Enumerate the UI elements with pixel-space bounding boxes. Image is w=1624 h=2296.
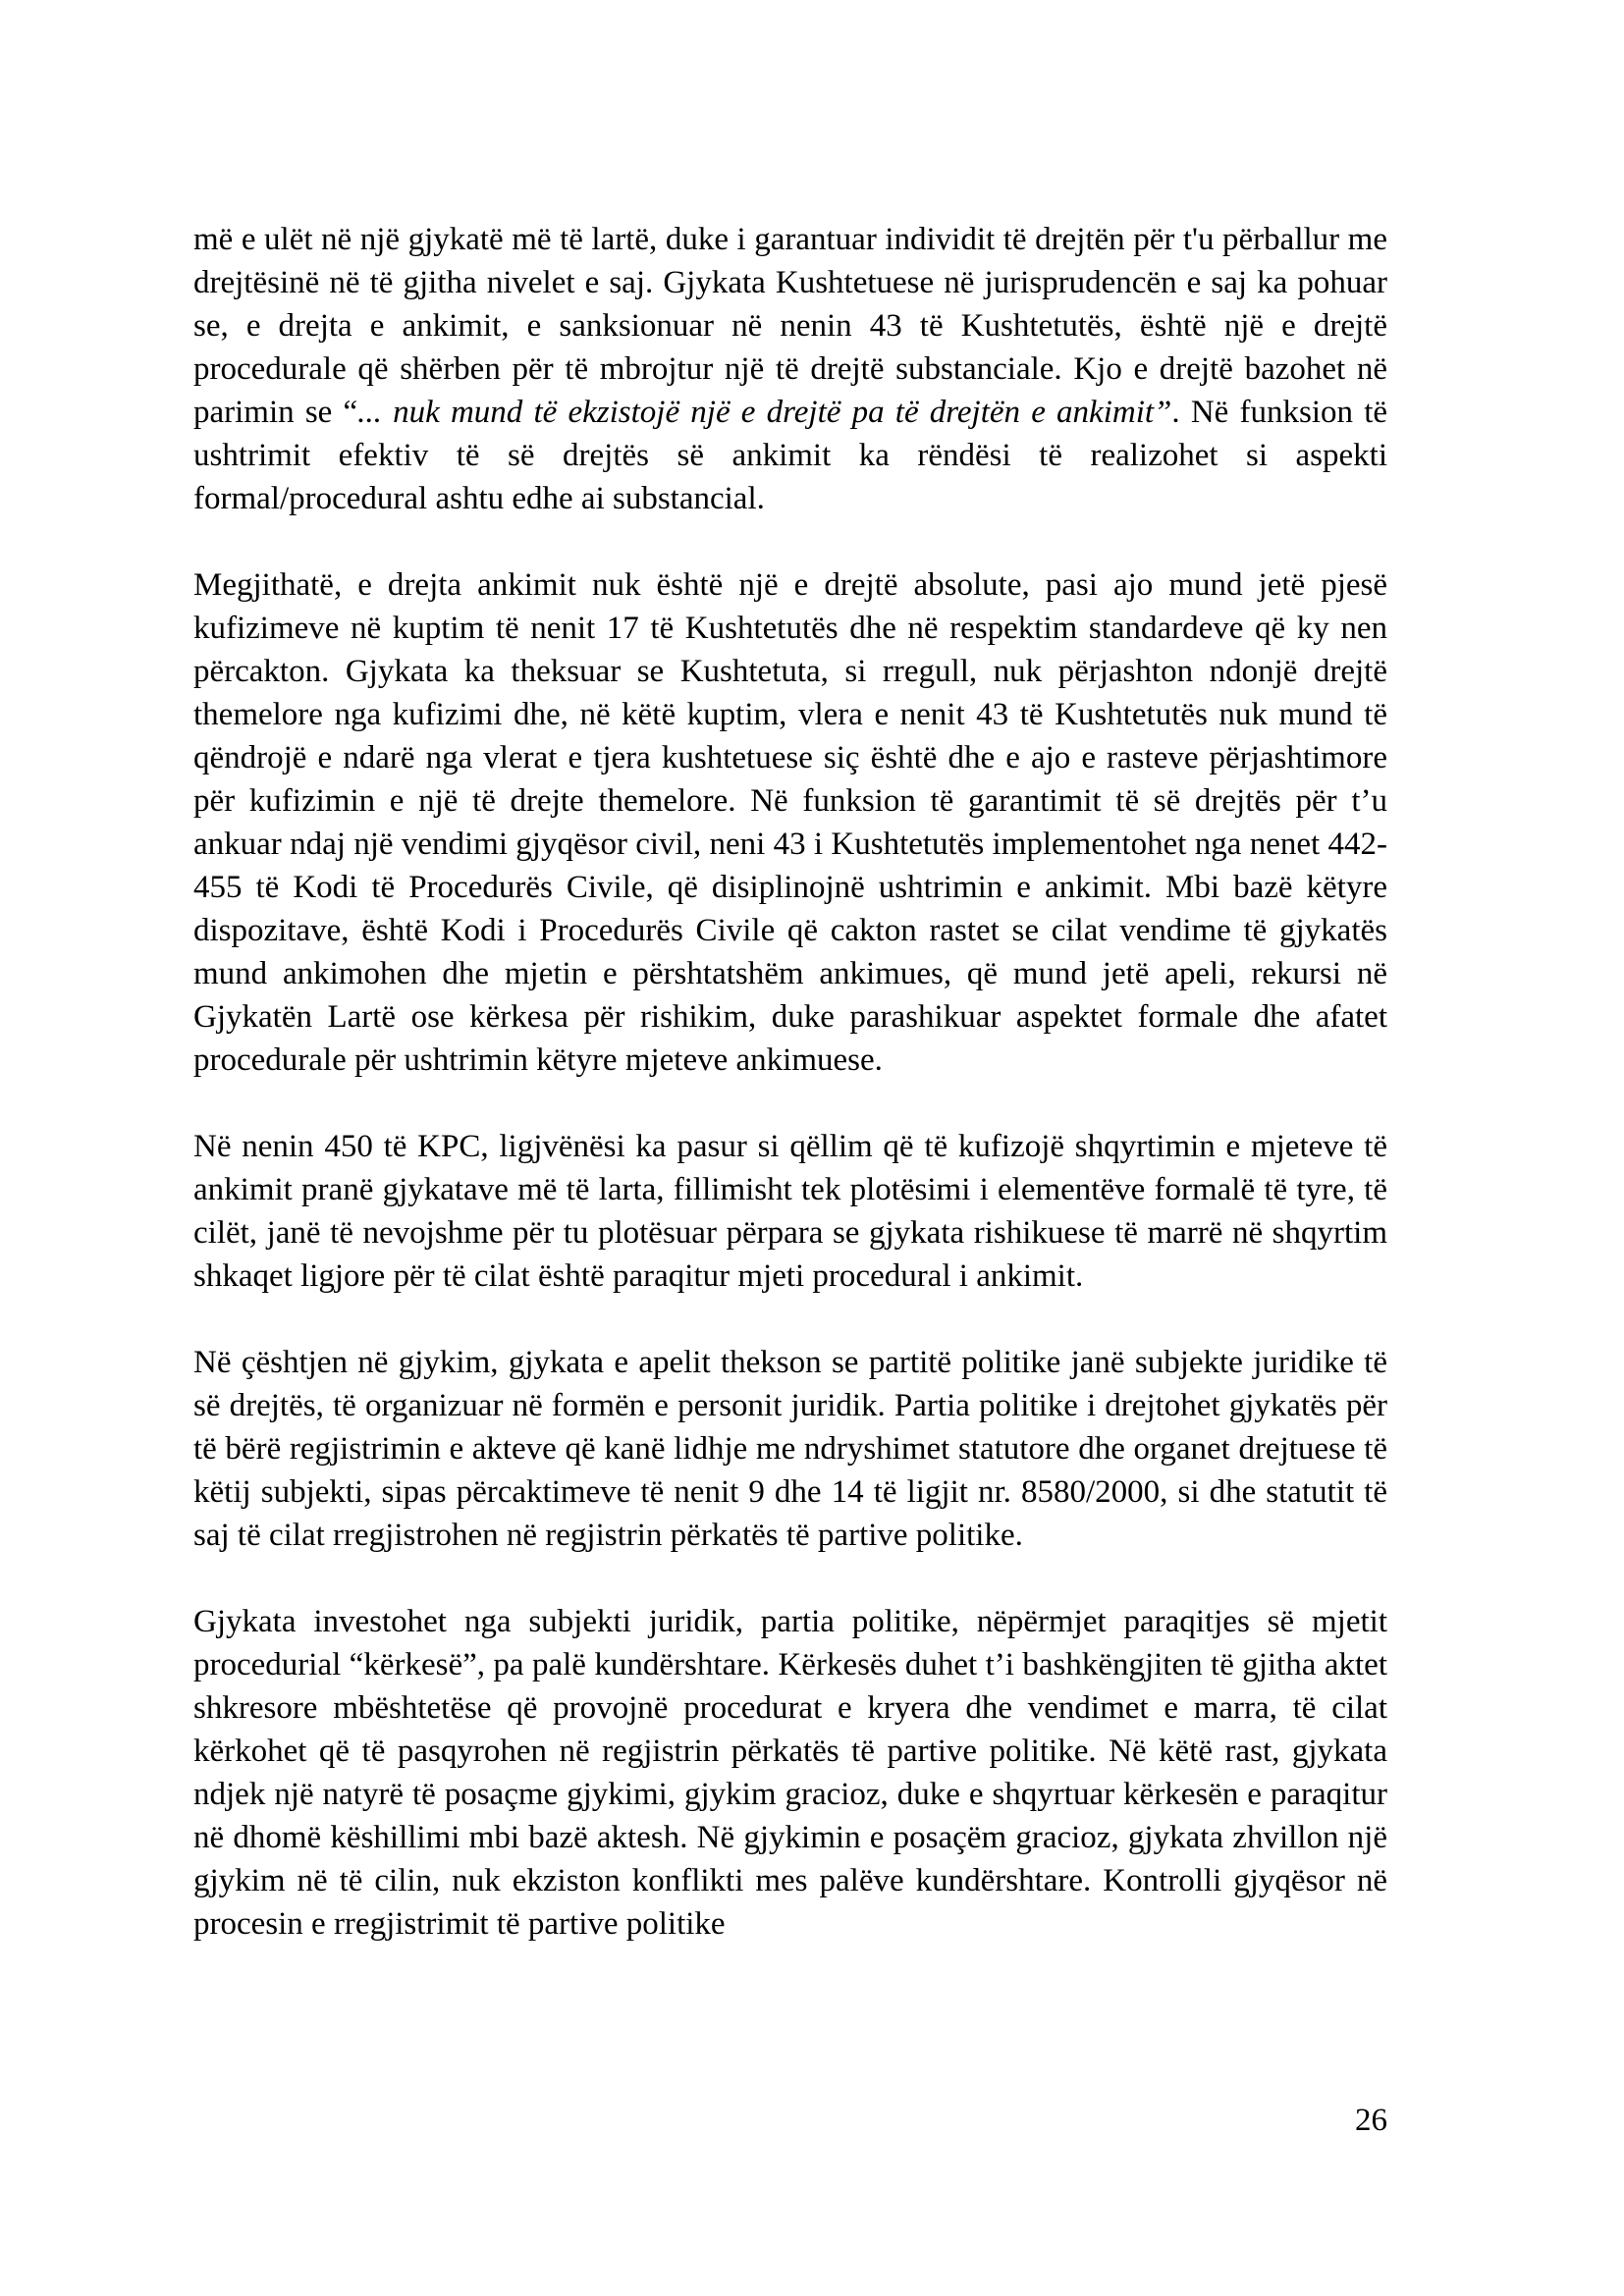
paragraph-3: Në nenin 450 të KPC, ligjvënësi ka pasur si qëllim që të kufizojë shqyrtimin e mjeteve të ankimit pranë gjykatave më të larta, fillimisht tek plotësimi i elementëve formalë të tyre, të cilët, janë të nevojshme për tu plotësuar përpara se gjykata rishikuese të marrë në shqyrtim shkaqet ligjore për të cilat është paraqitur mjeti procedural i ankimit.: [193, 1129, 1387, 1294]
page-number: 26: [1355, 2103, 1387, 2138]
paragraph-1: [193, 218, 1387, 520]
paragraph-2: Megjithatë, e drejta ankimit nuk është një e drejtë absolute, pasi ajo mund jetë pjesë kufizimeve në kuptim të nenit 17 të Kushtetutës dhe në respektim standardeve që ky nen përcakton. Gjykata ka theksuar se Kushtetuta, si rregull, nuk përjashton ndonjë drejtë themelore nga kufizimi dhe, në këtë kuptim, vlera e nenit 43 të Kushtetutës nuk mund të qëndrojë e ndarë nga vlerat e tjera kushtetuese siç është dhe e ajo e rasteve përjashtimore për kufizimin e një të drejte themelore. Në funksion të garantimit të së drejtës për t’u ankuar ndaj një vendimi gjyqësor civil, neni 43 i Kushtetutës implementohet nga nenet 442-455 të Kodi të Procedurës Civile, që disiplinojnë ushtrimin e ankimit. Mbi bazë këtyre dispozitave, është Kodi i Procedurës Civile që cakton rastet se cilat vendime të gjykatës mund ankimohen dhe mjetin e përshtatshëm ankimues, që mund jetë apeli, rekursi në Gjykatën Lartë ose kërkesa për rishikim, duke parashikuar aspektet formale dhe afatet procedurale për ushtrimin këtyre mjeteve ankimuese.: [193, 567, 1387, 1078]
paragraph-1-text-start: më e ulët në një gjykatë më të lartë, duke i garantuar individit të drejtën për t'u përballur me drejtësinë në të gjitha nivelet e saj. Gjykata Kushtetuese në jurisprudencën e saj ka pohuar se, e drejta e ankimit, e sanksionuar në nenin 43 të Kushtetutës, është një e drejtë procedurale që shërben për të mbrojtur një të drejtë substanciale. Kjo e drejtë bazohet në parimin se “: [193, 222, 1387, 430]
paragraph-1-text-end: . Në funksion të ushtrimit efektiv të së drejtës së ankimit ka rëndësi të realizohet si aspekti formal/procedural ashtu edhe ai substancial.: [193, 395, 1388, 516]
page-body-text: [193, 218, 1387, 1946]
paragraph-1-quoted-principle: ... nuk mund të ekzistojë një e drejtë pa të drejtën e ankimit”: [357, 395, 1172, 430]
paragraph-4: Në çështjen në gjykim, gjykata e apelit thekson se partitë politike janë subjekte juridike të së drejtës, të organizuar në formën e personit juridik. Partia politike i drejtohet gjykatës për të bërë regjistrimin e akteve që kanë lidhje me ndryshimet statutore dhe organet drejtuese të këtij subjekti, sipas përcaktimeve të nenit 9 dhe 14 të ligjit nr. 8580/2000, si dhe statutit të saj të cilat rregjistrohen në regjistrin përkatës të partive politike.: [193, 1345, 1387, 1553]
paragraph-5: Gjykata investohet nga subjekti juridik, partia politike, nëpërmjet paraqitjes së mjetit procedurial “kërkesë”, pa palë kundërshtare. Kërkesës duhet t’i bashkëngjiten të gjitha aktet shkresore mbështetëse që provojnë procedurat e kryera dhe vendimet e marra, të cilat kërkohet që të pasqyrohen në regjistrin përkatës të partive politike. Në këtë rast, gjykata ndjek një natyrë të posaçme gjykimi, gjykim gracioz, duke e shqyrtuar kërkesën e paraqitur në dhomë këshillimi mbi bazë aktesh. Në gjykimin e posaçëm gracioz, gjykata zhvillon një gjykim në të cilin, nuk ekziston konflikti mes palëve kundërshtare. Kontrolli gjyqësor në procesin e rregjistrimit të partive politike: [193, 1604, 1387, 1942]
